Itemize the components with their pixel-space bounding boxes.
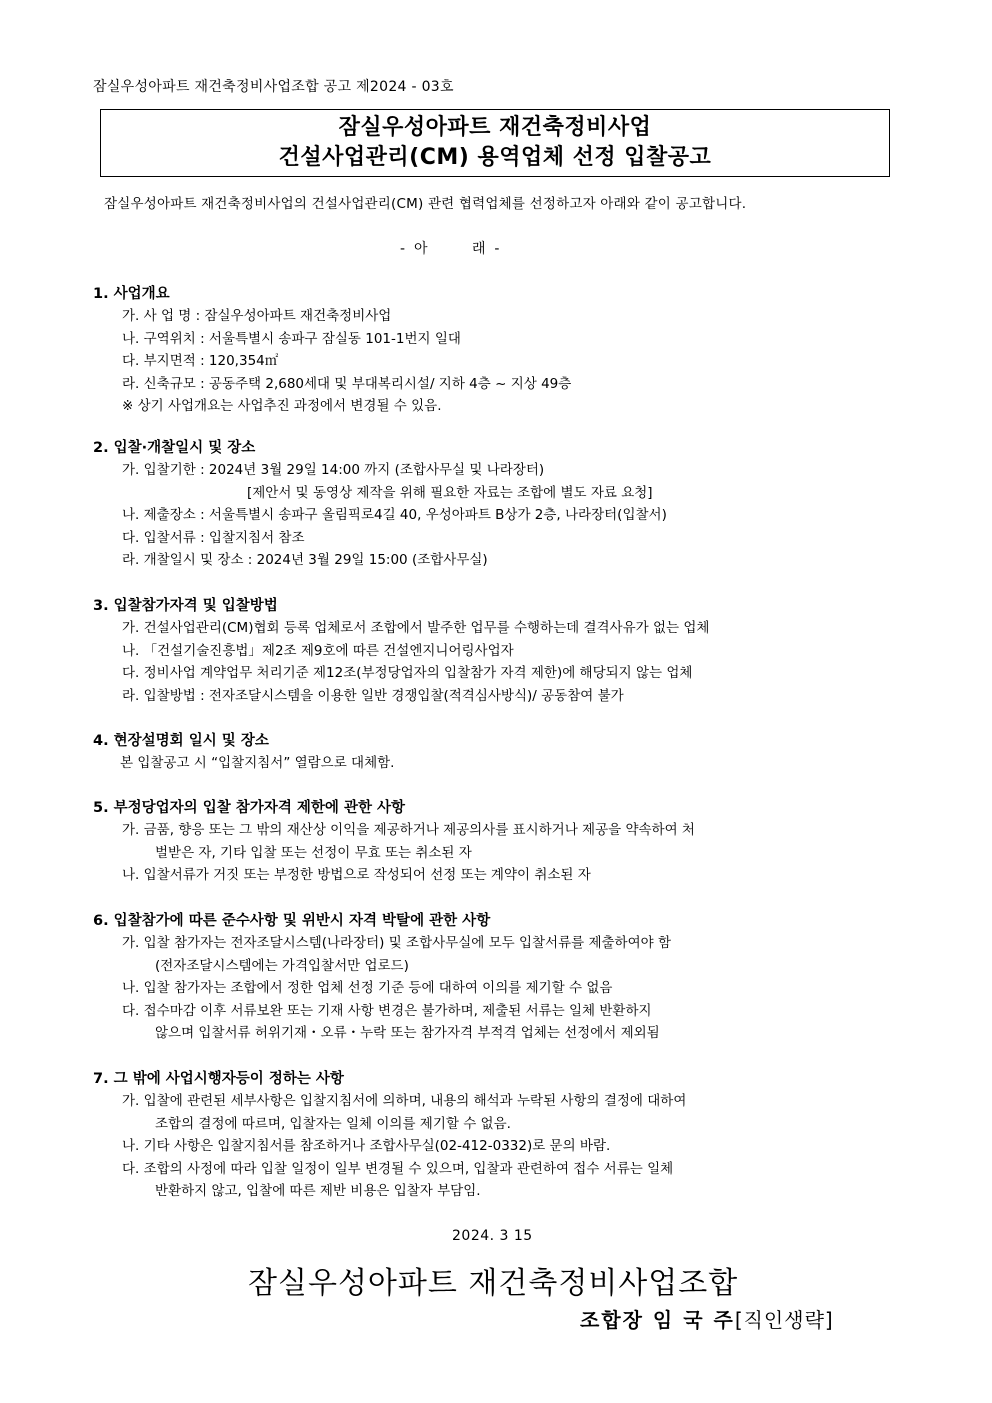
section-line: 나. 제출장소 : 서울특별시 송파구 올림픽로4길 40, 우성아파트 B상가 2층, 나라장터(입찰서): [122, 507, 667, 523]
section-line: 가. 사 업 명 : 잠실우성아파트 재건축정비사업: [122, 308, 392, 324]
section-title: 2. 입찰·개찰일시 및 장소: [93, 440, 256, 456]
section-line: 나. 입찰 참가자는 조합에서 정한 업체 선정 기준 등에 대하여 이의를 제기할 수 없음: [122, 980, 613, 996]
section-line: 않으며 입찰서류 허위기재・오류・누락 또는 참가자격 부적격 업체는 선정에서 제외됨: [155, 1025, 660, 1041]
section-title: 4. 현장설명회 일시 및 장소: [93, 733, 269, 749]
section-line: 가. 입찰에 관련된 세부사항은 입찰지침서에 의하며, 내용의 해석과 누락된 사항의 결정에 대하여: [122, 1093, 687, 1109]
section-line: 조합의 결정에 따르며, 입찰자는 일체 이의를 제기할 수 없음.: [155, 1115, 511, 1132]
section-line: 나. 구역위치 : 서울특별시 송파구 잠실동 101-1번지 일대: [122, 330, 461, 347]
seal-omitted: [직인생략]: [734, 1308, 834, 1332]
section-line: (전자조달시스템에는 가격입찰서만 업로드): [155, 957, 409, 974]
section-title: 6. 입찰참가에 따른 준수사항 및 위반시 자격 박탈에 관한 사항: [93, 913, 491, 929]
section-line: 나. 기타 사항은 입찰지침서를 참조하거나 조합사무실(02-412-0332)로 문의 바람.: [122, 1138, 611, 1154]
section-line: 나. 입찰서류가 거짓 또는 부정한 방법으로 작성되어 선정 또는 계약이 취소된 자: [122, 867, 591, 883]
title-line-1: 잠실우성아파트 재건축정비사업: [338, 115, 652, 140]
section-title: 1. 사업개요: [93, 286, 170, 302]
section-title: 3. 입찰참가자격 및 입찰방법: [93, 598, 278, 614]
section-restriction: [93, 797, 903, 887]
section-note: ※ 상기 사업개요는 사업추진 과정에서 변경될 수 있음.: [122, 398, 442, 414]
section-bid-schedule: [93, 437, 903, 572]
section-line: 본 입찰공고 시 “입찰지침서” 열람으로 대체함.: [120, 755, 395, 771]
intro-text: 잠실우성아파트 재건축정비사업의 건설사업관리(CM) 관련 협력업체를 선정하고자 아래와 같이 공고합니다.: [104, 196, 747, 212]
section-line: 가. 입찰 참가자는 전자조달시스템(나라장터) 및 조합사무실에 모두 입찰서류를 제출하여야 함: [122, 935, 672, 951]
notice-number: 잠실우성아파트 재건축정비사업조합 공고 제2024 - 03호: [93, 79, 454, 95]
section-line: 다. 부지면적 : 120,354㎡: [122, 353, 279, 369]
section-compliance: [93, 910, 903, 1045]
section-line: 가. 건설사업관리(CM)협회 등록 업체로서 조합에서 발주한 업무를 수행하는데 결격사유가 없는 업체: [122, 620, 710, 636]
ahrae-heading: - 아 래 -: [400, 241, 500, 257]
association-name: 잠실우성아파트 재건축정비사업조합: [248, 1266, 739, 1301]
section-line: 다. 조합의 사정에 따라 입찰 일정이 일부 변경될 수 있으며, 입찰과 관련하여 접수 서류는 일체: [122, 1160, 674, 1177]
section-line: 라. 입찰방법 : 전자조달시스템을 이용한 일반 경쟁입찰(적격심사방식)/ 공동참여 불가: [122, 687, 624, 704]
section-line: 다. 정비사업 계약업무 처리기준 제12조(부정당업자의 입찰참가 자격 제한)에 해당되지 않는 업체: [122, 665, 693, 681]
section-qualification: [93, 595, 903, 707]
section-site-briefing: [93, 730, 903, 775]
section-line: 벌받은 자, 기타 입찰 또는 선정이 무효 또는 취소된 자: [155, 844, 472, 861]
section-line: [제안서 및 동영상 제작을 위해 필요한 자료는 조합에 별도 자료 요청]: [247, 484, 653, 501]
section-line: 라. 신축규모 : 공동주택 2,680세대 및 부대복리시설/ 지하 4층 ~ 지상 49층: [122, 375, 572, 392]
section-title: 5. 부정당업자의 입찰 참가자격 제한에 관한 사항: [93, 800, 406, 816]
chairman-signature: [580, 1304, 834, 1333]
title-box: [100, 109, 890, 177]
notice-date: 2024. 3 15: [452, 1228, 533, 1244]
section-line: 다. 입찰서류 : 입찰지침서 참조: [122, 529, 305, 546]
section-title: 7. 그 밖에 사업시행자등이 정하는 사항: [93, 1071, 344, 1087]
section-line: 반환하지 않고, 입찰에 따른 제반 비용은 입찰자 부담임.: [155, 1183, 481, 1199]
section-line: 다. 접수마감 이후 서류보완 또는 기재 사항 변경은 불가하며, 제출된 서류는 일체 반환하지: [122, 1002, 652, 1019]
chairman-name: 조합장 임 국 주: [580, 1308, 735, 1332]
section-line: 가. 금품, 향응 또는 그 밖의 재산상 이익을 제공하거나 제공의사를 표시하거나 제공을 약속하여 처: [122, 822, 695, 838]
section-other: [93, 1068, 903, 1203]
section-line: 가. 입찰기한 : 2024년 3월 29일 14:00 까지 (조합사무실 및 나라장터): [122, 462, 545, 478]
title-line-2: 건설사업관리(CM) 용역업체 선정 입찰공고: [278, 145, 712, 170]
section-line: 나. 「건설기술진흥법」제2조 제9호에 따른 건설엔지니어링사업자: [122, 642, 514, 659]
section-business-overview: [93, 283, 903, 418]
section-line: 라. 개찰일시 및 장소 : 2024년 3월 29일 15:00 (조합사무실): [122, 552, 488, 568]
